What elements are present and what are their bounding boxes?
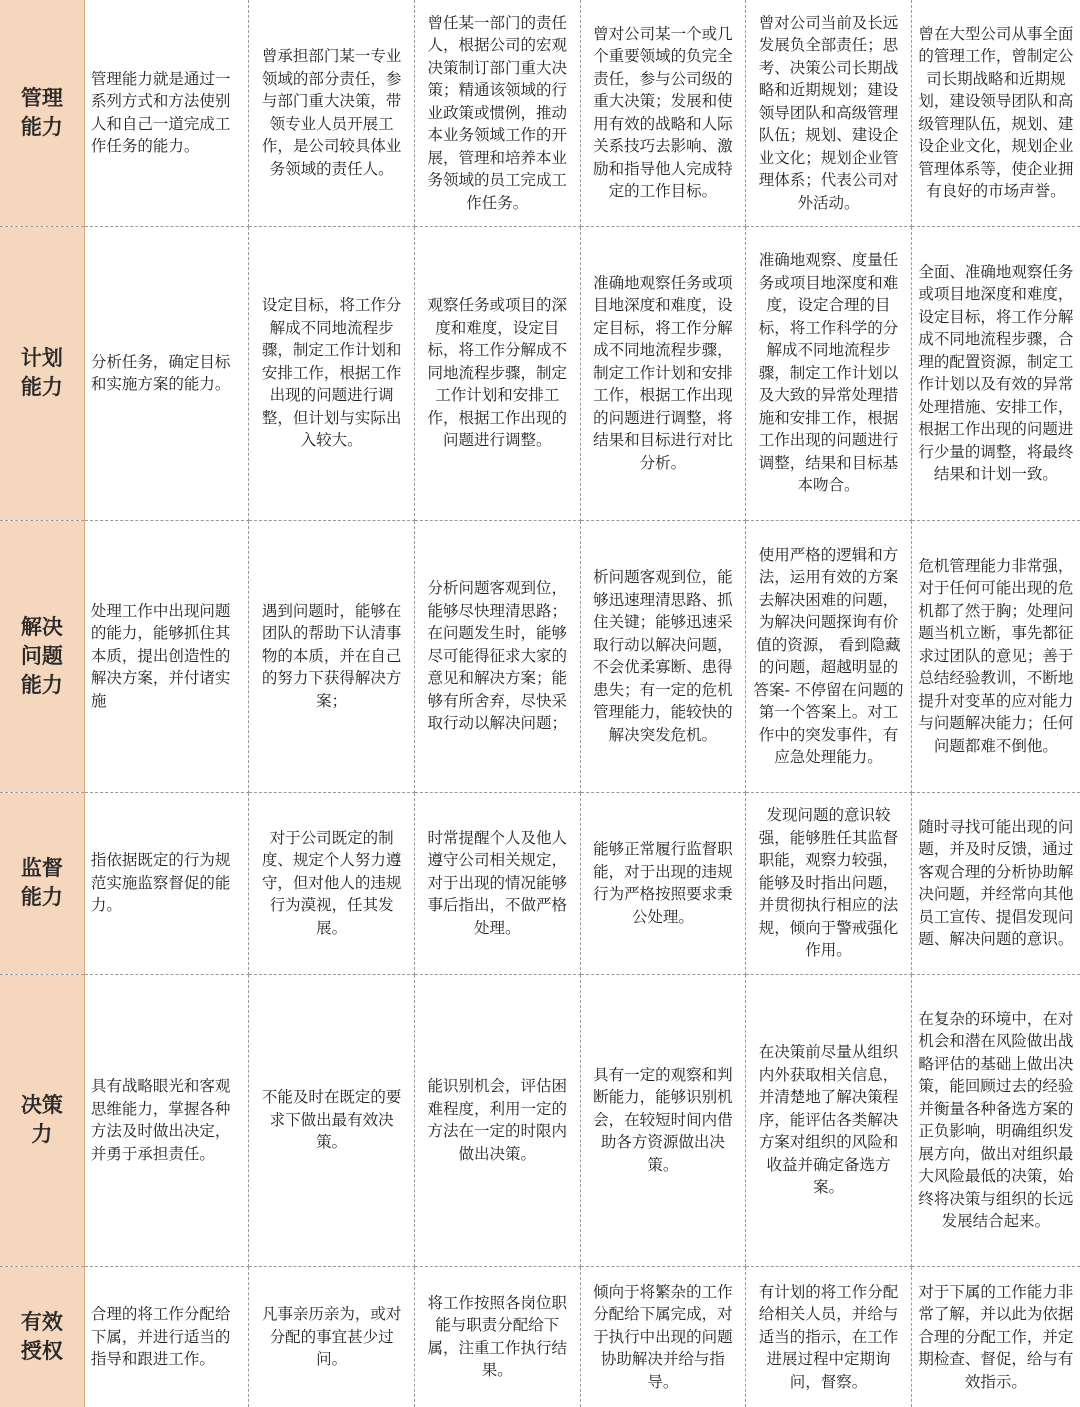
category-cell: 计划能力	[0, 226, 84, 520]
level-5-cell: 在复杂的环境中，在对机会和潜在风险做出战略评估的基础上做出决策，能回顾过去的经验并衡量各种备选方案的正负影响，明确组织发展方向，做出对组织最大风险最低的决策，始终将决策与组织的长远发展结合起来。	[911, 974, 1080, 1266]
level-4-cell: 使用严格的逻辑和方法，运用有效的方案去解决困难的问题，为解决问题探询有价值的资源， 看到隐藏的问题，超越明显的答案- 不停留在问题的第一个答案上。对工作中的突发事件，有应急处理能力。	[746, 520, 912, 792]
table-row	[0, 1266, 1080, 1407]
level-2-cell: 分析问题客观到位，能够尽快理清思路；在问题发生时，能够尽可能得征求大家的意见和解决方案；能够有所舍弃，尽快采取行动以解决问题；	[414, 520, 580, 792]
level-3-cell: 倾向于将繁杂的工作分配给下属完成，对于执行中出现的问题协助解决并给与指导。	[580, 1266, 746, 1407]
category-cell: 监督能力	[0, 792, 84, 974]
level-4-cell: 准确地观察、度量任务或项目地深度和难度，设定合理的目标，将工作科学的分解成不同地流程步骤，制定工作计划以及大致的异常处理措施和安排工作，根据工作出现的问题进行调整，结果和目标基本吻合。	[746, 226, 912, 520]
level-1-cell: 遇到问题时，能够在团队的帮助下认清事物的本质，并在自己的努力下获得解决方案；	[249, 520, 415, 792]
level-4-cell: 在决策前尽量从组织内外获取相关信息，并清楚地了解决策程序，能评估各类解决方案对组织的风险和收益并确定备选方案。	[746, 974, 912, 1266]
table-row	[0, 792, 1080, 974]
level-2-cell: 时常提醒个人及他人遵守公司相关规定，对于出现的情况能够事后指出，不做严格处理。	[414, 792, 580, 974]
level-2-cell: 能识别机会，评估困难程度，利用一定的方法在一定的时限内做出决策。	[414, 974, 580, 1266]
level-1-cell: 设定目标，将工作分解成不同地流程步骤，制定工作计划和安排工作，根据工作出现的问题进行调整，但计划与实际出入较大。	[249, 226, 415, 520]
definition-cell: 处理工作中出现问题的能力，能够抓住其本质，提出创造性的解决方案，并付诸实施	[84, 520, 249, 792]
level-2-cell: 观察任务或项目的深度和难度，设定目标，将工作分解成不同地流程步骤，制定工作计划和安排工作，根据工作出现的问题进行调整。	[414, 226, 580, 520]
level-1-cell: 不能及时在既定的要求下做出最有效决策。	[249, 974, 415, 1266]
category-cell: 解决问题能力	[0, 520, 84, 792]
level-5-cell: 全面、准确地观察任务或项目地深度和难度，设定目标，将工作分解成不同地流程步骤，合理的配置资源，制定工作计划以及有效的异常处理措施、安排工作，根据工作出现的问题进行少量的调整，将最终结果和计划一致。	[911, 226, 1080, 520]
level-1-cell: 凡事亲历亲为，或对分配的事宜甚少过问。	[249, 1266, 415, 1407]
level-2-cell: 曾任某一部门的责任人，根据公司的宏观决策制订部门重大决策；精通该领域的行业政策或惯例，推动本业务领域工作的开展，管理和培养本业务领域的员工完成工作任务。	[414, 0, 580, 226]
level-3-cell: 准确地观察任务或项目地深度和难度，设定目标，将工作分解成不同地流程步骤，制定工作计划和安排工作，根据工作出现的问题进行调整，将结果和目标进行对比分析。	[580, 226, 746, 520]
category-cell: 管理能力	[0, 0, 84, 226]
level-5-cell: 对于下属的工作能力非常了解，并以此为依据合理的分配工作，并定期检查、督促，给与有效指示。	[911, 1266, 1080, 1407]
table-row	[0, 974, 1080, 1266]
level-3-cell: 析问题客观到位，能够迅速理清思路、抓住关键；能够迅速采取行动以解决问题，不会优柔寡断、患得患失；有一定的危机管理能力，能较快的解决突发危机。	[580, 520, 746, 792]
level-2-cell: 将工作按照各岗位职能与职责分配给下属，注重工作执行结果。	[414, 1266, 580, 1407]
level-1-cell: 对于公司既定的制度、规定个人努力遵守，但对他人的违规行为漠视，任其发展。	[249, 792, 415, 974]
level-1-cell: 曾承担部门某一专业领域的部分责任，参与部门重大决策，带领专业人员开展工作，是公司较具体业务领域的责任人。	[249, 0, 415, 226]
level-3-cell: 能够正常履行监督职能，对于出现的违规行为严格按照要求秉公处理。	[580, 792, 746, 974]
level-4-cell: 发现问题的意识较强，能够胜任其监督职能，观察力较强，能够及时指出问题，并贯彻执行相应的法规，倾向于警戒强化作用。	[746, 792, 912, 974]
level-3-cell: 曾对公司某一个或几个重要领域的负完全责任，参与公司级的重大决策；发展和使用有效的战略和人际关系技巧去影响、激励和指导他人完成特定的工作目标。	[580, 0, 746, 226]
level-4-cell: 有计划的将工作分配给相关人员，并给与适当的指示，在工作进展过程中定期询问，督察。	[746, 1266, 912, 1407]
category-cell: 有效授权	[0, 1266, 84, 1407]
definition-cell: 分析任务，确定目标和实施方案的能力。	[84, 226, 249, 520]
definition-cell: 合理的将工作分配给下属，并进行适当的指导和跟进工作。	[84, 1266, 249, 1407]
definition-cell: 指依据既定的行为规范实施监察督促的能力。	[84, 792, 249, 974]
table-row	[0, 0, 1080, 226]
table-row	[0, 520, 1080, 792]
category-cell: 决策力	[0, 974, 84, 1266]
definition-cell: 具有战略眼光和客观思维能力，掌握各种方法及时做出决定，并勇于承担责任。	[84, 974, 249, 1266]
level-5-cell: 危机管理能力非常强，对于任何可能出现的危机都了然于胸；处理问题当机立断，事先都征求过团队的意见；善于总结经验教训，不断地提升对变革的应对能力与问题解决能力；任何问题都难不倒他。	[911, 520, 1080, 792]
level-4-cell: 曾对公司当前及长远发展负全部责任；思考、决策公司长期战略和近期规划；建设领导团队和高级管理队伍；规划、建设企业文化；规划企业管理体系；代表公司对外活动。	[746, 0, 912, 226]
definition-cell: 管理能力就是通过一系列方式和方法使别人和自己一道完成工作任务的能力。	[84, 0, 249, 226]
level-3-cell: 具有一定的观察和判断能力，能够识别机会，在较短时间内借助各方资源做出决策。	[580, 974, 746, 1266]
level-5-cell: 随时寻找可能出现的问题，并及时反馈，通过客观合理的分析协助解决问题，并经常向其他员工宣传、提倡发现问题、解决问题的意识。	[911, 792, 1080, 974]
level-5-cell: 曾在大型公司从事全面的管理工作，曾制定公司长期战略和近期规划，建设领导团队和高级管理队伍，规划、建设企业文化，规划企业管理体系等，使企业拥有良好的市场声誉。	[911, 0, 1080, 226]
table-row	[0, 226, 1080, 520]
